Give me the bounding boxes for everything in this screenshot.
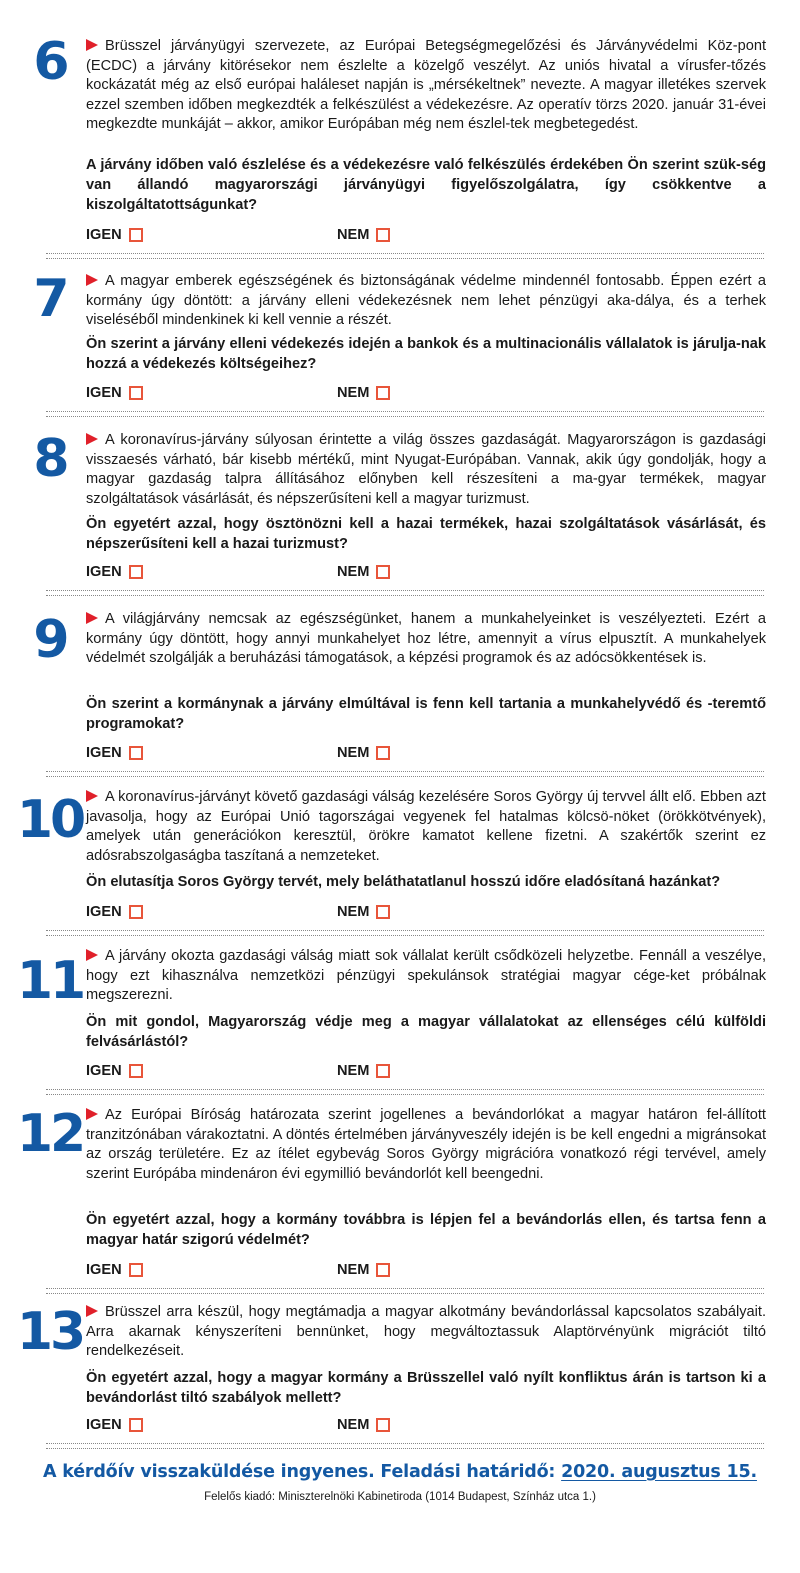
red-arrow-icon <box>86 790 98 802</box>
question-intro: Brüsszel járványügyi szervezete, az Európai Betegségmegelőzési és Járványvédelmi Köz-pont (ECDC) a járvány kitörésekor nem észlelte a közelgő veszélyt. Az uniós hivatal a vírusfer-tőzés kockázatát még az első európai haláleset napján is „mérsékeltnek” nevezte. A magyar illetékes szervek ezzel szemben időben megkezdték a felkészülést a védekezésre. Az operatív törzs 2020. január 31-évei megkezdte munkáját – akkor, amikor Európában még nem észlel-tek megbetegedést. <box>86 38 766 132</box>
red-arrow-icon <box>86 949 98 961</box>
igen-checkbox[interactable] <box>129 746 143 760</box>
return-notice: A kérdőív visszaküldése ingyenes. Feladási határidő: 2020. augusztus 15. <box>43 1462 757 1482</box>
red-arrow-icon <box>86 274 98 286</box>
question-intro: Az Európai Bíróság határozata szerint jogellenes a bevándorlókat a magyar határon fel-állított tranzitzónában várakoztatni. A döntés értelmében járványveszély idején is be kell engedni a migránsokat az ország területére. Ez az ítélet egybevág Soros György migrációra vonatkozó régi tervével, amely szerint Európába mindenáron évi egymillió bevándorlót kell beengedni. <box>86 1107 766 1182</box>
nem-checkbox[interactable] <box>376 386 390 400</box>
igen-checkbox[interactable] <box>129 228 143 242</box>
nem-checkbox[interactable] <box>376 746 390 760</box>
red-arrow-icon <box>86 612 98 624</box>
answer-nem[interactable]: NEM <box>337 384 390 402</box>
red-arrow-icon <box>86 1108 98 1120</box>
question-number: 9 <box>33 610 67 670</box>
question-text: Ön szerint a kormánynak a járvány elmúltával is fenn kell tartania a munkahelyvédő és -teremtő programokat? <box>86 696 766 732</box>
question-intro: A koronavírus-járványt követő gazdasági válság kezelésére Soros György új tervvel állt elő. Ebben azt javasolja, hogy az Európai Unió tagországai vegyenek fel hatalmas kölcsö-nöket (örökkötvények), amelyek után generációkon keresztül, örökre kamatot kellene fizetni. A szakértők szerint ez adósrabszolgaságba taszítaná a nemzeteket. <box>86 789 766 864</box>
question-number: 6 <box>33 32 67 92</box>
nem-checkbox[interactable] <box>376 1418 390 1432</box>
nem-checkbox[interactable] <box>376 565 390 579</box>
answer-nem[interactable]: NEM <box>337 563 390 581</box>
red-arrow-icon <box>86 1305 98 1317</box>
question-number: 8 <box>33 429 67 489</box>
publisher-line: Felelős kiadó: Miniszterelnöki Kabinetiroda (1014 Budapest, Színház utca 1.) <box>204 1491 596 1503</box>
igen-checkbox[interactable] <box>129 386 143 400</box>
igen-checkbox[interactable] <box>129 1418 143 1432</box>
answer-nem[interactable]: NEM <box>337 1416 390 1434</box>
red-arrow-icon <box>86 433 98 445</box>
answer-nem[interactable]: NEM <box>337 1062 390 1080</box>
dotted-divider <box>46 1089 764 1095</box>
question-number: 12 <box>16 1104 84 1164</box>
question-intro: A világjárvány nemcsak az egészségünket, hanem a munkahelyeinket is veszélyezteti. Ezért a kormány úgy döntött, hogy annyi munkahelyet hoz létre, amennyit a vírus elpusztít. A munkahelyek védelmét szolgálják a beruházási támogatások, a képzési programok és az adócsökkentések is. <box>86 611 766 666</box>
question-text: Ön egyetért azzal, hogy a magyar kormány a Brüsszellel való nyílt konfliktus árán is tartson ki a bevándorlást tiltó szabályok mellett? <box>86 1370 766 1406</box>
red-arrow-icon <box>86 39 98 51</box>
dotted-divider <box>46 1443 764 1449</box>
question-intro: A koronavírus-járvány súlyosan érintette a világ összes gazdaságát. Magyarországon is gazdasági visszaesés várható, bár kisebb mértékű, mint Nyugat-Európában. Vannak, akik úgy gondolják, hogy a magyar gazdaság talpra állításához előnyben kell részesíteni a ma-gyar termékek, magyar szolgáltatások vásárlását, és népszerűsíteni kell a magyar turizmust. <box>86 432 766 507</box>
answer-nem[interactable]: NEM <box>337 744 390 762</box>
question-number: 13 <box>16 1302 84 1362</box>
answer-igen[interactable]: IGEN <box>86 1261 143 1279</box>
question-text: Ön mit gondol, Magyarország védje meg a magyar vállalatokat az ellenséges célú külföldi felvásárlástól? <box>86 1014 766 1050</box>
dotted-divider <box>46 930 764 936</box>
dotted-divider <box>46 590 764 596</box>
answer-igen[interactable]: IGEN <box>86 1062 143 1080</box>
answer-igen[interactable]: IGEN <box>86 226 143 244</box>
answer-igen[interactable]: IGEN <box>86 903 143 921</box>
question-intro: Brüsszel arra készül, hogy megtámadja a magyar alkotmány bevándorlással kapcsolatos szabályait. Arra akarnak kényszeríteni bennünket, hogy megváltoztassuk Alaptörvényünk migrációt tiltó rendelkezéseit. <box>86 1304 766 1359</box>
igen-checkbox[interactable] <box>129 1064 143 1078</box>
question-text: Ön egyetért azzal, hogy ösztönözni kell a hazai termékek, hazai szolgáltatások vásárlását, és népszerűsíteni kell a hazai turizmust? <box>86 516 766 552</box>
answer-nem[interactable]: NEM <box>337 903 390 921</box>
dotted-divider <box>46 253 764 259</box>
question-text: Ön szerint a járvány elleni védekezés idején a bankok és a multinacionális vállalatok is járulja-nak hozzá a védekezés költségeihez? <box>86 336 766 372</box>
nem-checkbox[interactable] <box>376 905 390 919</box>
question-number: 7 <box>33 269 67 329</box>
nem-checkbox[interactable] <box>376 228 390 242</box>
dotted-divider <box>46 771 764 777</box>
question-number: 11 <box>16 951 84 1011</box>
question-intro: A járvány okozta gazdasági válság miatt sok vállalat került csődközeli helyzetbe. Fennáll a veszélye, hogy ezt kihasználva nemzetközi pénzügyi spekulánsok stratégiai magyar cége-ket próbálnak megszerezni. <box>86 948 766 1003</box>
igen-checkbox[interactable] <box>129 1263 143 1277</box>
dotted-divider <box>46 1288 764 1294</box>
nem-checkbox[interactable] <box>376 1064 390 1078</box>
question-text: Ön egyetért azzal, hogy a kormány továbbra is lépjen fel a bevándorlás ellen, és tartsa fenn a magyar határ szigorú védelmét? <box>86 1212 766 1248</box>
answer-igen[interactable]: IGEN <box>86 384 143 402</box>
igen-checkbox[interactable] <box>129 905 143 919</box>
answer-igen[interactable]: IGEN <box>86 1416 143 1434</box>
answer-igen[interactable]: IGEN <box>86 563 143 581</box>
answer-nem[interactable]: NEM <box>337 1261 390 1279</box>
deadline-date: 2020. augusztus 15. <box>561 1462 757 1482</box>
dotted-divider <box>46 411 764 417</box>
question-intro: A magyar emberek egészségének és biztonságának védelme mindennél fontosabb. Éppen ezért a kormány úgy döntött: a járvány elleni védekezésnek nem lehet pénzügyi aka-dálya, és a terhek viseléséből mindenkinek ki kell vennie a részét. <box>86 273 766 328</box>
question-text: A járvány időben való észlelése és a védekezésre való felkészülés érdekében Ön szerint szük-ség van állandó magyarországi járványügyi figyelőszolgálatra, így csökkentve a kiszolgáltatottságunkat? <box>86 157 766 213</box>
answer-nem[interactable]: NEM <box>337 226 390 244</box>
igen-checkbox[interactable] <box>129 565 143 579</box>
answer-igen[interactable]: IGEN <box>86 744 143 762</box>
nem-checkbox[interactable] <box>376 1263 390 1277</box>
question-text: Ön elutasítja Soros György tervét, mely beláthatatlanul hosszú időre eladósítaná hazánkat? <box>86 874 721 890</box>
question-number: 10 <box>16 790 84 850</box>
